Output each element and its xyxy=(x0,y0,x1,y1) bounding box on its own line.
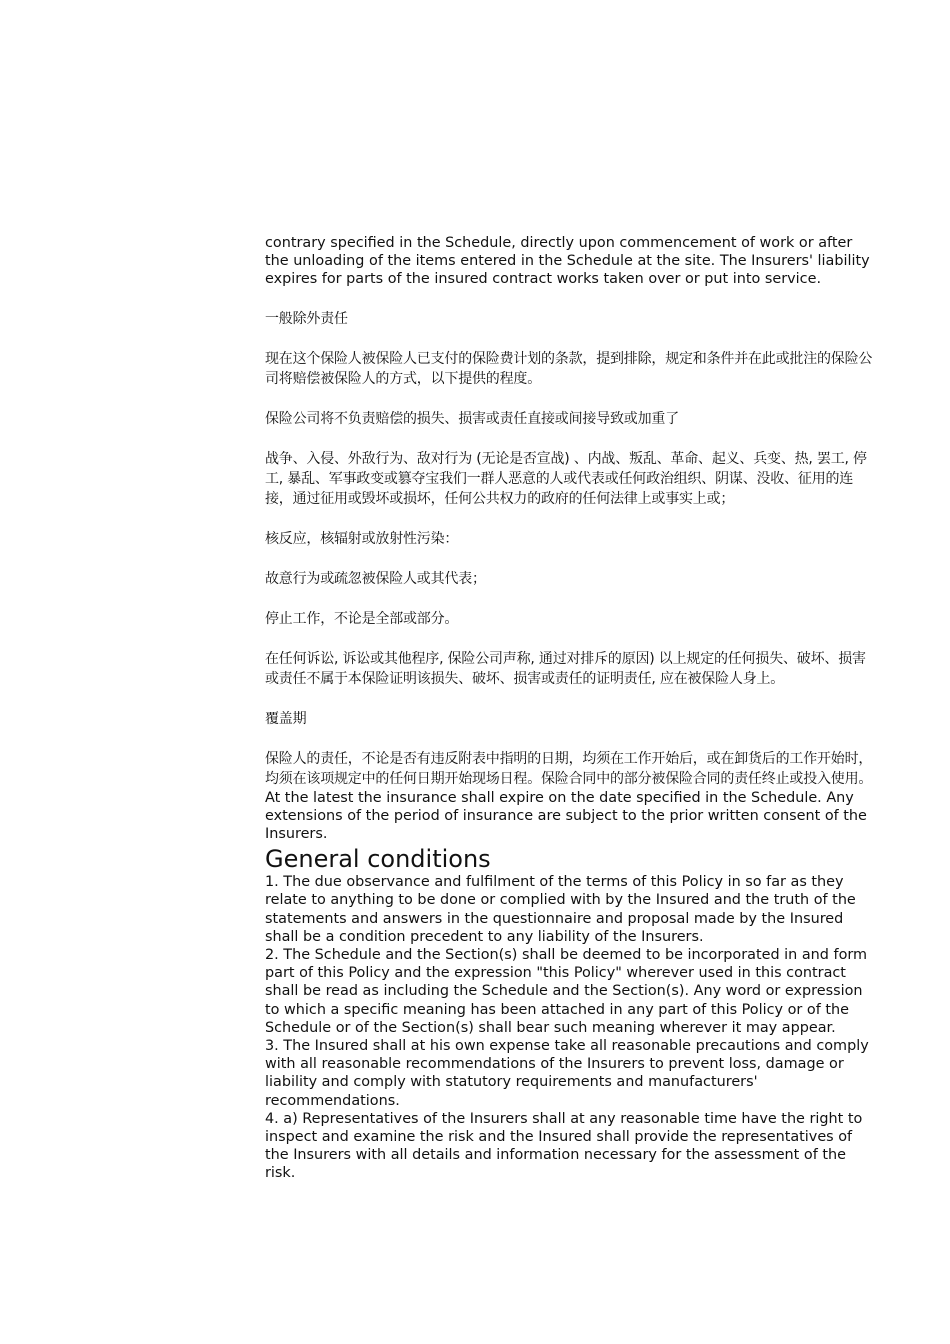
paragraph-nuclear-exclusion: 核反应，核辐射或放射性污染： xyxy=(265,530,459,547)
paragraph-war-exclusion: 战争、入侵、外敌行为、敌对行为 (无论是否宣战) 、内战、叛乱、革命、起义、兵变、热, 罢工, 停工, 暴乱、军事政变或篡夺宝我们一群人恶意的人或代表或任何政治组织、阴谋、没收、征用的连接，通过征用或毁坏或损坏，任何公共权力的政府的任何法律上或事实上或； xyxy=(265,450,867,507)
paragraph-cessation-of-work: 停止工作，不论是全部或部分。 xyxy=(265,610,459,627)
paragraph-commencement: contrary specified in the Schedule, directly upon commencement of work or after the unloading of the items entered in the Schedule at the site. The Insurers' liability expires for parts of the insured contract works taken over or put into service. xyxy=(265,235,870,288)
condition-1: 1. The due observance and fulfilment of the terms of this Policy in so far as they relate to anything to be done or complied with by the Insured and the truth of the statements and answers in the questionnaire and proposal made by the Insured shall be a condition precedent to any liability of the Insurers. xyxy=(265,874,856,945)
condition-4a: 4. a) Representatives of the Insurers shall at any reasonable time have the right to inspect and examine the risk and the Insured shall provide the representatives of the Insurers with all details and information necessary for the assessment of the risk. xyxy=(265,1110,863,1182)
paragraph-burden-of-proof: 在任何诉讼, 诉讼或其他程序, 保险公司声称, 通过对排斥的原因) 以上规定的任何损失、破坏、损害或责任不属于本保险证明该损失、破坏、损害或责任的证明责任, 应在被保险人身上。 xyxy=(265,650,866,687)
paragraph-indemnity: 现在这个保险人被保险人已支付的保险费计划的条款，提到排除，规定和条件并在此或批注的保险公司将赔偿被保险人的方式，以下提供的程度。 xyxy=(265,350,873,387)
heading-general-exclusions: 一般除外责任 xyxy=(265,310,348,327)
paragraph-not-liable: 保险公司将不负责赔偿的损失、损害或责任直接或间接导致或加重了 xyxy=(265,410,679,427)
paragraph-liability-period: 保险人的责任，不论是否有违反附表中指明的日期，均须在工作开始后，或在卸货后的工作开始时，均须在该项规定中的任何日期开始现场日程。保险合同中的部分被保险合同的责任终止或投入使用。 xyxy=(265,750,873,787)
heading-period-of-cover: 覆盖期 xyxy=(265,710,307,727)
condition-2: 2. The Schedule and the Section(s) shall be deemed to be incorporated in and form part of this Policy and the expression "this Policy" wherever used in this contract shall be read as including the Schedule and the Section(s). Any word or expression to which a specific meaning has been attached in any part of this Policy or of the Schedule or of the Section(s) shall bear such meaning wherever it may appear. xyxy=(265,947,868,1036)
condition-3: 3. The Insured shall at his own expense take all reasonable precautions and comply with all reasonable recommendations of the Insurers to prevent loss, damage or liability and comply with statutory requirements and manufacturers' recommendations. xyxy=(265,1038,869,1109)
general-conditions-title: General conditions xyxy=(265,845,491,874)
paragraph-wilful-act: 故意行为或疏忽被保险人或其代表； xyxy=(265,570,486,587)
document-page xyxy=(265,234,875,1183)
paragraph-expiry: At the latest the insurance shall expire on the date specified in the Schedule. Any extensions of the period of insurance are subject to the prior written consent of the Insurers. xyxy=(265,789,867,843)
